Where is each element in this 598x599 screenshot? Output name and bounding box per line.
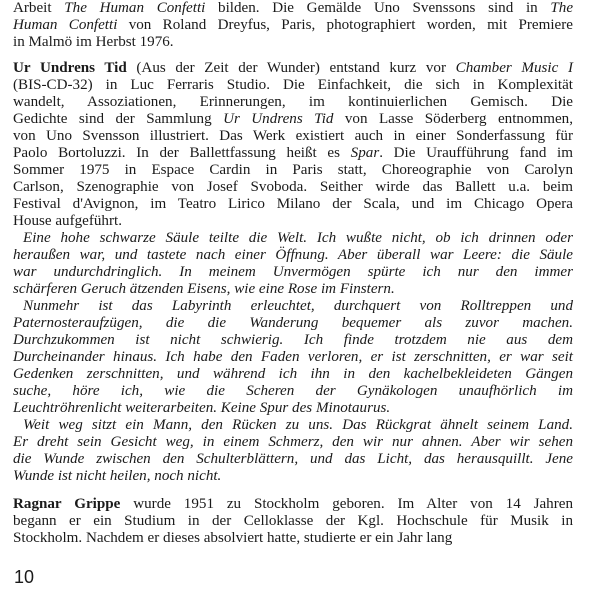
text-run: Gedichte sind der Sammlung — [13, 111, 224, 127]
paragraph-ur-undrens-tid — [13, 60, 573, 230]
italic-text: Durchzukommen ist nicht schwierig. Ich finde trotzdem nie aus dem — [13, 332, 573, 348]
text-line — [13, 281, 573, 298]
text-run: von Uno Svensson illustriert. Das Werk existiert auch in einer Sonderfassung für — [13, 128, 573, 144]
italic-text: Eine hohe schwarze Säule teilte die Welt. Ich wußte nicht, ob ich drinnen oder — [23, 230, 573, 246]
italic-text: Nunmehr ist das Labyrinth erleuchtet, durchquert von Rolltreppen und — [23, 298, 573, 314]
italic-text: schärferen Geruch ätzenden Eisens, wie eine Rose im Finstern. — [13, 281, 395, 297]
text-run: bilden. Die Gemälde Uno Svenssons sind in — [205, 0, 551, 16]
bold-heading: Ragnar Grippe — [13, 496, 121, 512]
poem-stanza-1 — [13, 230, 573, 298]
italic-text: Ur Undrens Tid — [223, 111, 334, 127]
text-run: Sommer 1975 in Espace Cardin in Paris statt, Choreographie von Carolyn — [13, 162, 573, 178]
text-run: wurde 1951 zu Stockholm geboren. Im Alter von 14 Jahren — [120, 496, 573, 512]
italic-text: war undurchdringlich. In meinem Unvermögen spürte ich nur den immer — [13, 264, 573, 280]
text-line — [13, 496, 573, 513]
text-line — [13, 264, 573, 281]
text-run: in Malmö im Herbst 1976. — [13, 34, 174, 50]
text-line — [13, 230, 573, 247]
text-line — [13, 111, 573, 128]
text-line — [13, 366, 573, 383]
paragraph-gap — [13, 51, 573, 60]
italic-text: die Wunde zwischen den Schulterblättern, und das Licht, das herausquillt. Jene — [13, 451, 573, 467]
text-line — [13, 400, 573, 417]
text-run: von Roland Dreyfus, Paris, photographiert worden, mit Premiere — [117, 17, 573, 33]
text-line — [13, 247, 573, 264]
text-run: . Die Uraufführung fand im — [379, 145, 573, 161]
text-line — [13, 196, 573, 213]
text-line — [13, 332, 573, 349]
text-run: Festival d'Avignon, im Teatro Lirico Milano der Scala, und im Chicago Opera — [13, 196, 573, 212]
italic-text: Human Confetti — [13, 17, 118, 33]
page-number: 10 — [14, 567, 35, 587]
paragraph-gap — [13, 485, 573, 496]
text-line — [13, 145, 573, 162]
italic-text: Er dreht sein Gesicht weg, in einem Schmerz, den wir nur ahnen. Aber wir sehen — [13, 434, 573, 450]
italic-text: suche, höre ich, wie die Scheren der Gynäkologen unaufhörlich im — [13, 383, 573, 399]
text-line — [13, 34, 573, 51]
text-run: (Aus der Zeit der Wunder) entstand kurz vor — [126, 60, 456, 76]
text-run: (BIS-CD-32) in Luc Ferraris Studio. Die Einfachkeit, die sich in Komplexität — [13, 77, 573, 93]
text-run: begann er ein Studium in der Celloklasse der Kgl. Hochschule für Musik in — [13, 513, 573, 529]
text-line — [13, 179, 573, 196]
text-line — [13, 128, 573, 145]
italic-text: Spar — [350, 145, 380, 161]
text-line — [13, 17, 573, 34]
text-run: Arbeit — [13, 0, 65, 16]
paragraph-ragnar-grippe — [13, 496, 573, 547]
text-line — [13, 513, 573, 530]
poem-stanza-2 — [13, 298, 573, 417]
text-line — [13, 417, 573, 434]
document-body — [13, 0, 573, 547]
text-line — [13, 315, 573, 332]
italic-text: Gedenken zerschnitten, und während ich ihn in den kachelbekleideten Gängen — [13, 366, 573, 382]
italic-text: The — [550, 0, 574, 16]
paragraph-human-confetti — [13, 0, 573, 51]
text-line — [13, 162, 573, 179]
bold-heading: Ur Undrens Tid — [13, 60, 127, 76]
text-line — [13, 77, 573, 94]
text-line — [13, 94, 573, 111]
italic-text: heraußen war, und tastete nach einer Öffnung. Aber überall war Leere: die Säule — [13, 247, 573, 263]
italic-text: Wunde ist nicht heilen, noch nicht. — [13, 468, 222, 484]
text-line — [13, 468, 573, 485]
text-line — [13, 213, 573, 230]
text-run: von Lasse Söderberg entnommen, — [333, 111, 573, 127]
text-line — [13, 451, 573, 468]
text-line — [13, 530, 573, 547]
text-run: Carlson, Szenographie von Josef Svoboda. Seither wirde das Ballett u.a. beim — [13, 179, 573, 195]
poem-stanza-3 — [13, 417, 573, 485]
italic-text: Leuchtröhrenlicht weiterarbeiten. Keine Spur des Minotaurus. — [13, 400, 391, 416]
italic-text: Weit weg sitzt ein Mann, den Rücken zu uns. Das Rückgrat ähnelt seinem Land. — [23, 417, 573, 433]
italic-text: Durcheinander hinaus. Ich habe den Faden verloren, er ist zerschnitten, er war seit — [13, 349, 573, 365]
italic-text: The Human Confetti — [64, 0, 206, 16]
italic-text: Chamber Music I — [455, 60, 573, 76]
text-run: House aufgeführt. — [13, 213, 122, 229]
text-line — [13, 0, 573, 17]
text-run: Paolo Bortoluzzi. In der Ballettfassung heißt es — [13, 145, 351, 161]
text-line — [13, 383, 573, 400]
text-line — [13, 60, 573, 77]
text-line — [13, 434, 573, 451]
text-line — [13, 298, 573, 315]
text-line — [13, 349, 573, 366]
italic-text: Paternosteraufzügen, die die Wanderung bequemer als zuvor machen. — [13, 315, 573, 331]
text-run: wandelt, Assoziationen, Erinnerungen, im kontinuierlichen Gemisch. Die — [13, 94, 573, 110]
text-run: Stockholm. Nachdem er dieses absolviert hatte, studierte er ein Jahr lang — [13, 530, 453, 546]
